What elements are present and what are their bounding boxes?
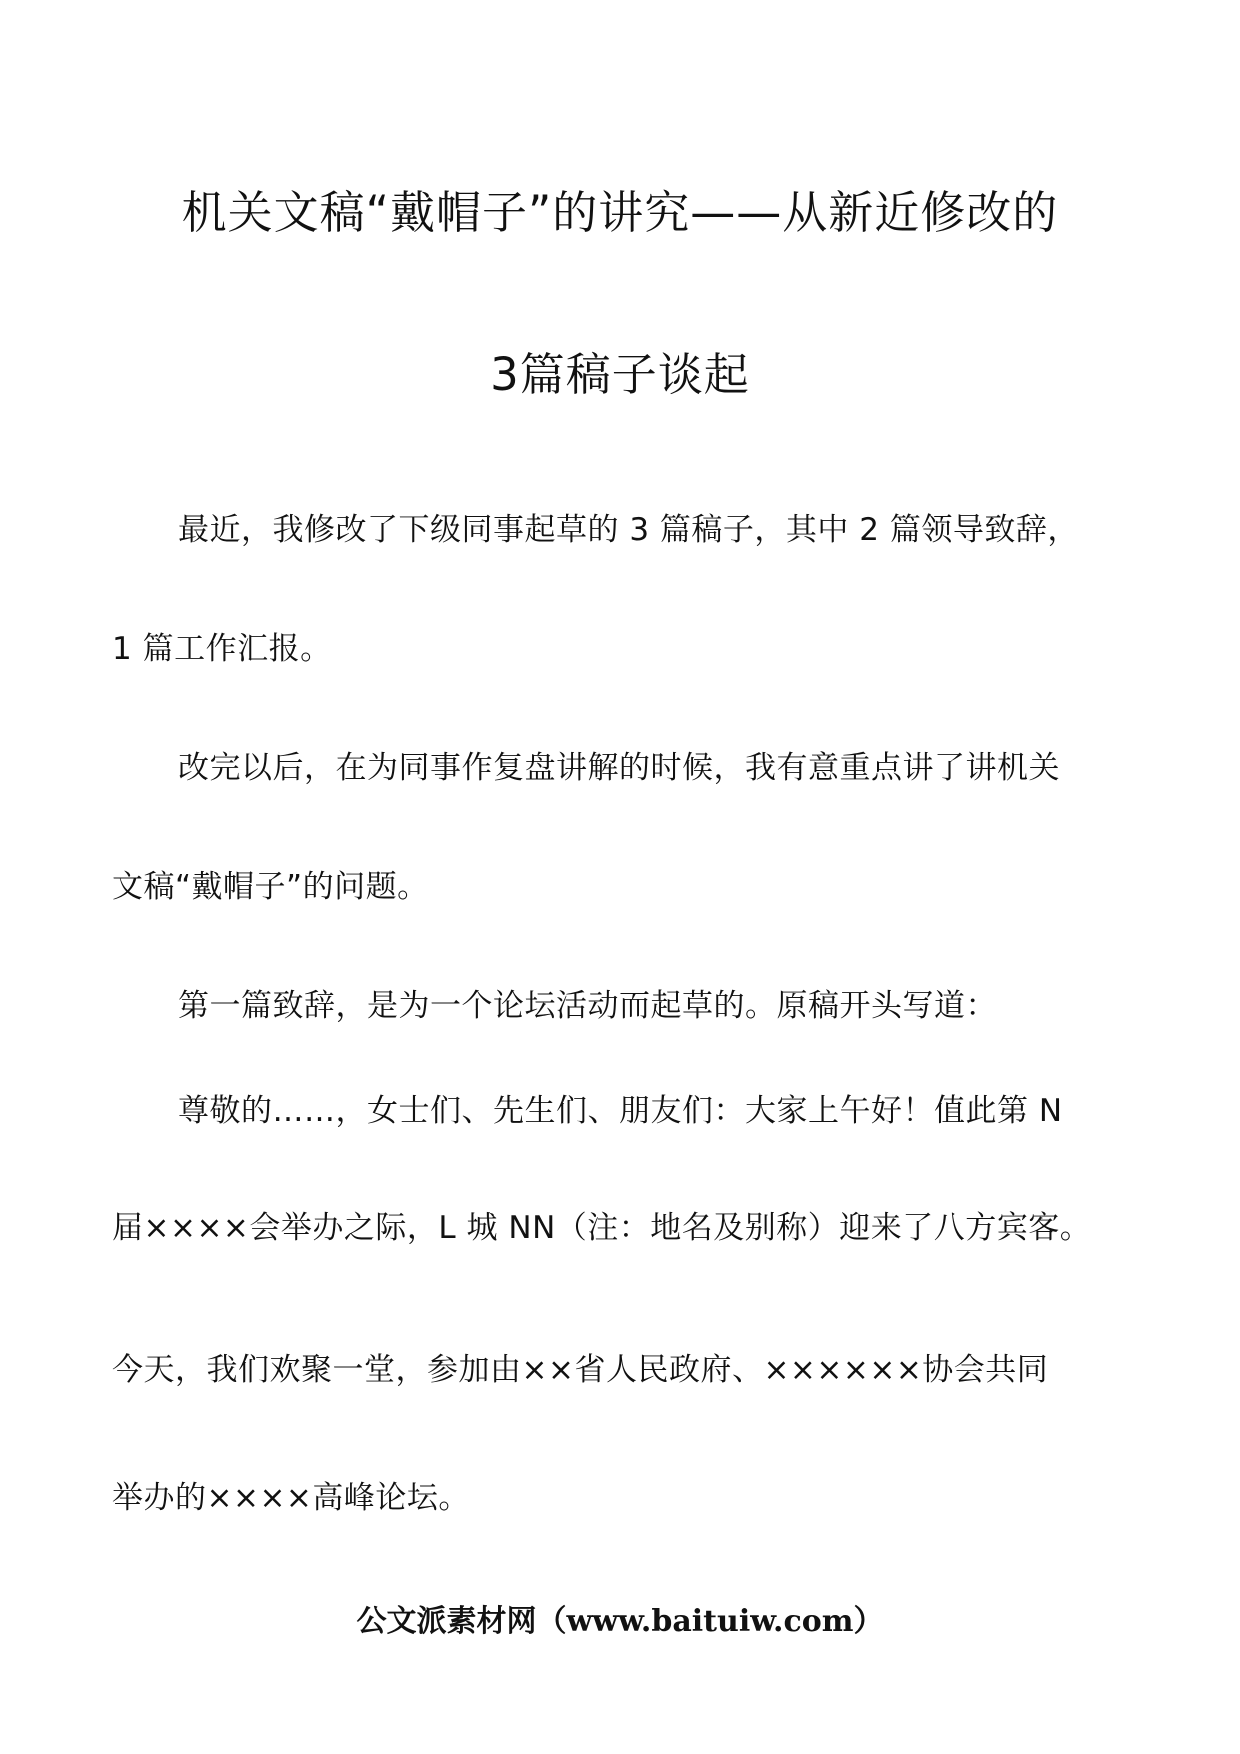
watermark-footer: 公文派素材网（www.baituiw.com） [356,1604,884,1639]
paragraph-4-line-2: 届××××会举办之际，L 城 NN（注：地名及别称）迎来了八方宾客。 [112,1210,1092,1246]
document-title-line-2: 3篇稿子谈起 [490,348,750,401]
paragraph-4-line-4: 举办的××××高峰论坛。 [112,1480,470,1516]
paragraph-2-line-2: 文稿“戴帽子”的问题。 [112,869,429,905]
paragraph-4-line-3: 今天，我们欢聚一堂，参加由××省人民政府、××××××协会共同 [112,1352,1049,1388]
paragraph-3-line-1: 第一篇致辞，是为一个论坛活动而起草的。原稿开头写道： [178,988,997,1024]
paragraph-1-line-1: 最近，我修改了下级同事起草的 3 篇稿子，其中 2 篇领导致辞， [178,512,1079,548]
paragraph-4-line-1: 尊敬的……，女士们、先生们、朋友们：大家上午好！值此第 N [178,1093,1063,1129]
paragraph-1-line-2: 1 篇工作汇报。 [112,631,332,667]
paragraph-2-line-1: 改完以后，在为同事作复盘讲解的时候，我有意重点讲了讲机关 [178,750,1060,786]
document-title-line-1: 机关文稿“戴帽子”的讲究——从新近修改的 [181,186,1059,239]
